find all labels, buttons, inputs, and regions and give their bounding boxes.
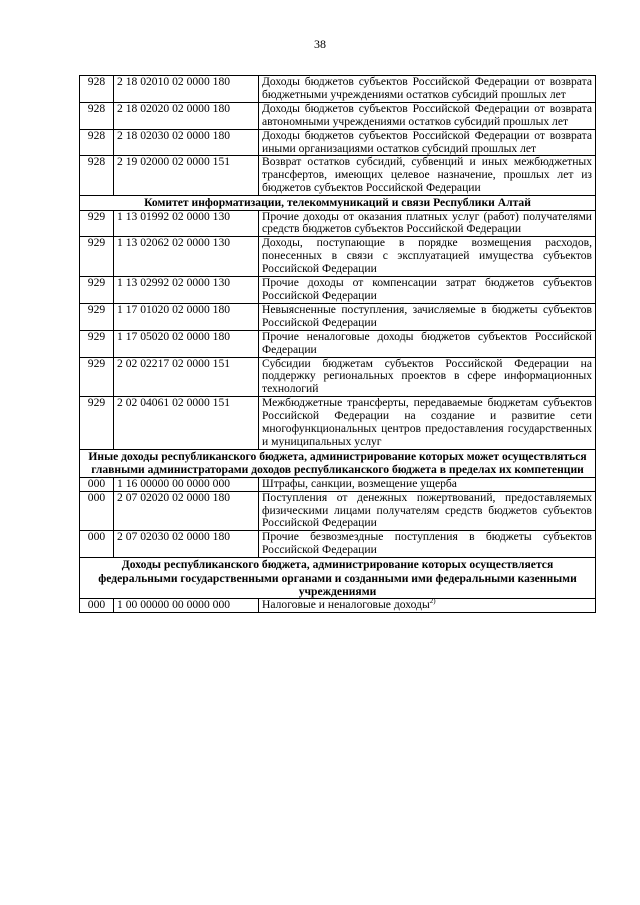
administrator-code-cell: 929 (80, 277, 114, 304)
revenue-name-text: Доходы, поступающие в порядке возмещения расходов, понесенных в связи с эксплуатацией имущества субъектов Российской Федерации (262, 236, 592, 276)
revenue-name-cell (259, 277, 596, 304)
revenue-name-cell (259, 531, 596, 558)
budget-classification-code-cell: 2 18 02010 02 0000 180 (114, 76, 259, 103)
footnote-reference: 2) (429, 597, 436, 606)
budget-classification-code-cell: 2 07 02020 02 0000 180 (114, 491, 259, 531)
budget-classification-code-cell: 1 00 00000 00 0000 000 (114, 599, 259, 613)
administrator-code-cell: 928 (80, 129, 114, 156)
revenue-name-cell (259, 76, 596, 103)
administrator-code-cell: 000 (80, 477, 114, 491)
administrator-code-cell: 000 (80, 599, 114, 613)
revenue-name-text: Межбюджетные трансферты, передаваемые бюджетам субъектов Российской Федерации на создание и развитие сети многофункциональных центров предоставления государственных и муниципальных услуг (262, 396, 592, 448)
administrator-code-cell: 929 (80, 397, 114, 450)
table-row (80, 277, 596, 304)
revenue-name-cell (259, 330, 596, 357)
revenue-name-text: Налоговые и неналоговые доходы (262, 598, 430, 612)
revenue-name-text: Прочие неналоговые доходы бюджетов субъектов Российской Федерации (262, 329, 592, 356)
revenue-name-text: Доходы бюджетов субъектов Российской Федерации от возврата бюджетными учреждениями остатков субсидий прошлых лет (262, 75, 592, 101)
budget-classification-code-cell: 1 16 00000 00 0000 000 (114, 477, 259, 491)
revenue-name-cell (259, 210, 596, 237)
table-row (80, 491, 596, 531)
budget-classification-code-cell: 1 13 02062 02 0000 130 (114, 237, 259, 277)
revenue-name-cell (259, 599, 596, 613)
table-row (80, 76, 596, 103)
table-row (80, 477, 596, 491)
section-header-row (80, 558, 596, 599)
revenue-name-text: Доходы бюджетов субъектов Российской Федерации от возврата иными организациями остатков субсидий прошлых лет (262, 128, 592, 155)
revenue-name-cell (259, 397, 596, 450)
section-header-row (80, 449, 596, 477)
budget-classification-code-cell: 2 02 04061 02 0000 151 (114, 397, 259, 450)
table-row (80, 156, 596, 196)
budget-classification-code-cell: 1 17 05020 02 0000 180 (114, 330, 259, 357)
revenue-name-cell (259, 303, 596, 330)
revenue-name-text: Невыясненные поступления, зачисляемые в бюджеты субъектов Российской Федерации (262, 302, 592, 329)
budget-classification-code-cell: 2 18 02020 02 0000 180 (114, 102, 259, 129)
administrator-code-cell: 929 (80, 357, 114, 397)
section-header-row (80, 196, 596, 210)
budget-classification-code-cell: 2 19 02000 02 0000 151 (114, 156, 259, 196)
revenue-name-cell (259, 491, 596, 531)
budget-classification-code-cell: 2 02 02217 02 0000 151 (114, 357, 259, 397)
table-row (80, 330, 596, 357)
revenue-name-text: Возврат остатков субсидий, субвенций и иных межбюджетных трансфертов, имеющих целевое назначение, прошлых лет из бюджетов субъектов Российской Федерации (262, 155, 592, 195)
table-row (80, 397, 596, 450)
revenue-name-text: Субсидии бюджетам субъектов Российской Федерации на поддержку региональных проектов в сфере информационных технологий (262, 356, 592, 396)
budget-classification-code-cell: 1 13 01992 02 0000 130 (114, 210, 259, 237)
table-row (80, 102, 596, 129)
table-row (80, 129, 596, 156)
revenue-name-cell (259, 237, 596, 277)
administrator-code-cell: 929 (80, 210, 114, 237)
revenue-name-text: Штрафы, санкции, возмещение ущерба (262, 476, 457, 490)
revenue-name-cell (259, 129, 596, 156)
revenue-name-cell (259, 477, 596, 491)
budget-classification-code-cell: 1 17 01020 02 0000 180 (114, 303, 259, 330)
administrator-code-cell: 929 (80, 303, 114, 330)
table-row (80, 303, 596, 330)
administrator-code-cell: 000 (80, 531, 114, 558)
administrator-code-cell: 929 (80, 330, 114, 357)
section-title: Комитет информатизации, телекоммуникаций и связи Республики Алтай (80, 196, 596, 210)
page-number: 38 (314, 37, 326, 51)
revenue-name-text: Прочие безвозмездные поступления в бюджеты субъектов Российской Федерации (262, 530, 592, 557)
section-title: Иные доходы республиканского бюджета, администрирование которых может осуществляться главными администраторами доходов республиканского бюджета в пределах их компетенции (80, 449, 596, 477)
section-title: Доходы республиканского бюджета, администрирование которых осуществляется федеральными государственными органами и созданными ими федеральными казенными учреждениями (80, 558, 596, 599)
revenue-codes-table (79, 75, 596, 613)
revenue-name-cell (259, 357, 596, 397)
revenue-name-text: Прочие доходы от компенсации затрат бюджетов субъектов Российской Федерации (262, 276, 592, 302)
administrator-code-cell: 000 (80, 491, 114, 531)
table-row (80, 531, 596, 558)
table-row (80, 210, 596, 237)
revenue-name-text: Доходы бюджетов субъектов Российской Федерации от возврата автономными учреждениями остатков субсидий прошлых лет (262, 101, 592, 128)
administrator-code-cell: 928 (80, 156, 114, 196)
table-row (80, 237, 596, 277)
table-row (80, 599, 596, 613)
administrator-code-cell: 929 (80, 237, 114, 277)
administrator-code-cell: 928 (80, 102, 114, 129)
budget-classification-code-cell: 2 07 02030 02 0000 180 (114, 531, 259, 558)
revenue-name-text: Поступления от денежных пожертвований, предоставляемых физическими лицами получателям средств бюджетов субъектов Российской Федерации (262, 490, 592, 530)
revenue-name-cell (259, 156, 596, 196)
budget-classification-code-cell: 2 18 02030 02 0000 180 (114, 129, 259, 156)
revenue-name-cell (259, 102, 596, 129)
revenue-name-text: Прочие доходы от оказания платных услуг (работ) получателями средств бюджетов субъектов Российской Федерации (262, 209, 592, 236)
budget-classification-code-cell: 1 13 02992 02 0000 130 (114, 277, 259, 304)
table-row (80, 357, 596, 397)
administrator-code-cell: 928 (80, 76, 114, 103)
